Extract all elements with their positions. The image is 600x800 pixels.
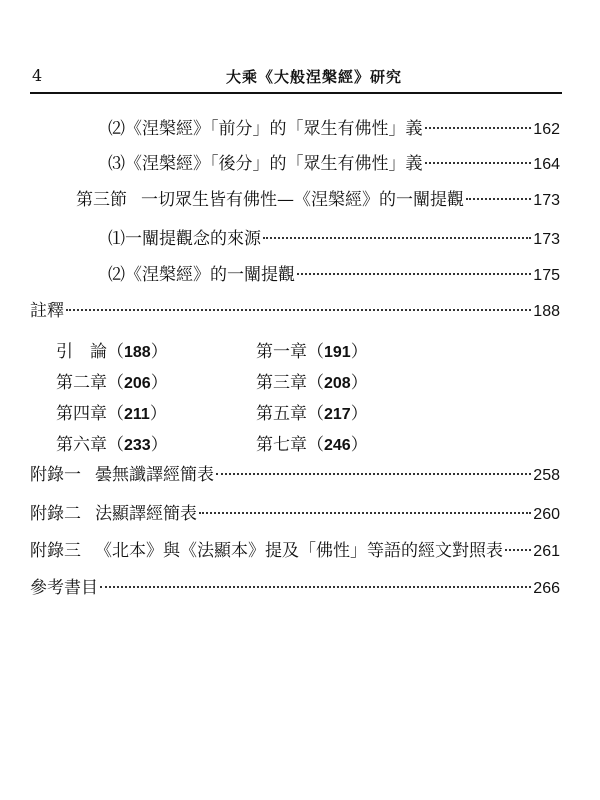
- toc-entry-page: 260: [533, 506, 560, 523]
- toc-entry-title: ⑵《涅槃經》「前分」的「眾生有佛性」義: [108, 119, 423, 139]
- note-item: 引 論（188）: [56, 342, 168, 362]
- toc-entry-title: 曇無讖譯經簡表: [95, 465, 214, 485]
- leader-dots: [466, 198, 531, 200]
- toc-entry-title: ⑵《涅槃經》的一闡提觀: [108, 265, 295, 285]
- toc-entry-page: 173: [533, 192, 560, 209]
- leader-dots: [425, 162, 532, 164]
- appendix-label: 附錄三: [30, 541, 81, 561]
- leader-dots: [425, 127, 532, 129]
- toc-entry: [108, 263, 560, 287]
- toc-entry-section: [76, 188, 560, 212]
- toc-entry-title: 《北本》與《法顯本》提及「佛性」等語的經文對照表: [95, 541, 503, 561]
- page-header: [30, 64, 560, 88]
- note-item: 第四章（211）: [56, 404, 167, 424]
- toc-entry-notes: [30, 299, 560, 323]
- note-item: 第七章（246）: [256, 435, 368, 455]
- page-number: 4: [32, 66, 43, 85]
- leader-dots: [66, 309, 531, 311]
- note-item: 第三章（208）: [256, 373, 368, 393]
- toc-entry-page: 175: [533, 267, 560, 284]
- toc-entry-title: ⑶《涅槃經》「後分」的「眾生有佛性」義: [108, 154, 423, 174]
- leader-dots: [297, 273, 531, 275]
- toc-entry-page: 164: [533, 156, 560, 173]
- toc-entry: [108, 117, 560, 141]
- toc-entry: [108, 227, 560, 251]
- toc-entry-page: 266: [533, 580, 560, 597]
- section-label: 第三節: [76, 190, 127, 210]
- leader-dots: [199, 512, 531, 514]
- toc-entry-title: 一切眾生皆有佛性—《涅槃經》的一闡提觀: [141, 190, 464, 210]
- toc-entry-title: 參考書目: [30, 578, 98, 598]
- toc-entry-title: ⑴一闡提觀念的來源: [108, 229, 261, 249]
- appendix-label: 附錄一: [30, 465, 81, 485]
- running-title: 大乘《大般涅槃經》研究: [226, 68, 403, 86]
- toc-entry-appendix: [30, 539, 560, 563]
- toc-entry-page: 162: [533, 121, 560, 138]
- leader-dots: [216, 473, 531, 475]
- appendix-label: 附錄二: [30, 504, 81, 524]
- toc-entry-page: 258: [533, 467, 560, 484]
- notes-index: [56, 340, 376, 458]
- note-item: 第五章（217）: [256, 404, 368, 424]
- leader-dots: [505, 549, 531, 551]
- toc-entry-page: 173: [533, 231, 560, 248]
- toc-entry-appendix: [30, 463, 560, 487]
- note-item: 第一章（191）: [256, 342, 368, 362]
- toc-entry-bibliography: [30, 576, 560, 600]
- toc-entry-page: 261: [533, 543, 560, 560]
- leader-dots: [100, 586, 531, 588]
- note-item: 第六章（233）: [56, 435, 168, 455]
- header-rule: [30, 92, 562, 94]
- leader-dots: [263, 237, 531, 239]
- toc-entry-appendix: [30, 502, 560, 526]
- toc-entry-title: 註釋: [30, 301, 64, 321]
- toc-entry-page: 188: [533, 303, 560, 320]
- toc-entry-title: 法顯譯經簡表: [95, 504, 197, 524]
- toc-entry: [108, 152, 560, 176]
- note-item: 第二章（206）: [56, 373, 168, 393]
